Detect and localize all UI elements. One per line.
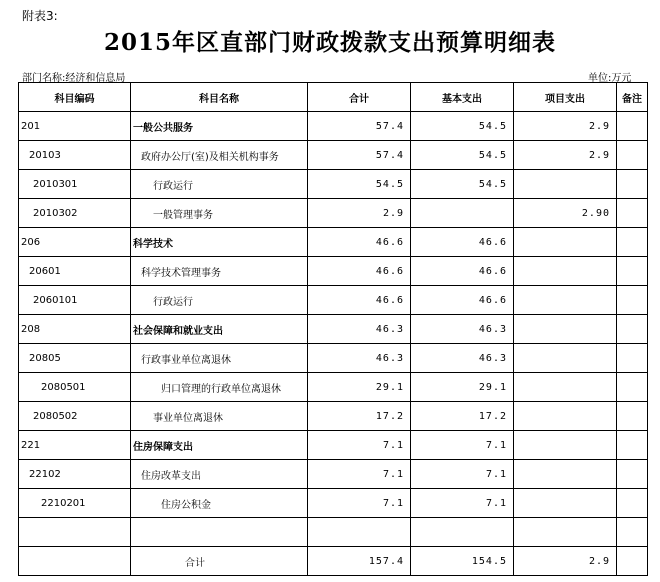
row-remarks	[617, 489, 648, 518]
row-code: 20103	[19, 141, 131, 170]
table-row	[19, 460, 648, 489]
row-code: 201	[19, 112, 131, 141]
total-project: 2.9	[514, 547, 617, 576]
table-row	[19, 489, 648, 518]
row-code: 22102	[19, 460, 131, 489]
table-row	[19, 257, 648, 286]
row-project	[514, 286, 617, 315]
table-row	[19, 286, 648, 315]
total-code-cell	[19, 547, 131, 576]
header-code: 科目编码	[19, 83, 131, 112]
row-code: 2010302	[19, 199, 131, 228]
row-name: 科学技术管理事务	[131, 257, 308, 286]
table-header-row	[19, 83, 648, 112]
row-project	[514, 170, 617, 199]
row-basic: 7.1	[411, 460, 514, 489]
row-name: 住房改革支出	[131, 460, 308, 489]
header-remarks: 备注	[617, 83, 648, 112]
header-name: 科目名称	[131, 83, 308, 112]
row-name: 一般公共服务	[131, 112, 308, 141]
row-project	[514, 431, 617, 460]
row-remarks	[617, 431, 648, 460]
row-project	[514, 344, 617, 373]
row-basic: 7.1	[411, 431, 514, 460]
row-name: 行政运行	[131, 170, 308, 199]
row-basic: 46.6	[411, 286, 514, 315]
row-total	[308, 518, 411, 547]
row-name: 一般管理事务	[131, 199, 308, 228]
table-row	[19, 344, 648, 373]
row-total: 17.2	[308, 402, 411, 431]
row-remarks	[617, 257, 648, 286]
row-name: 事业单位离退休	[131, 402, 308, 431]
total-label: 合计	[131, 547, 308, 576]
row-remarks	[617, 141, 648, 170]
row-project: 2.9	[514, 141, 617, 170]
row-remarks	[617, 373, 648, 402]
total-total: 157.4	[308, 547, 411, 576]
row-basic: 7.1	[411, 489, 514, 518]
department-name: 部门名称:经济和信息局	[22, 73, 126, 84]
total-basic: 154.5	[411, 547, 514, 576]
row-project: 2.9	[514, 112, 617, 141]
row-total: 7.1	[308, 489, 411, 518]
row-code: 2210201	[19, 489, 131, 518]
row-total: 46.6	[308, 257, 411, 286]
row-total: 46.3	[308, 315, 411, 344]
row-code: 2080502	[19, 402, 131, 431]
table-row	[19, 141, 648, 170]
table-row	[19, 228, 648, 257]
table-row	[19, 315, 648, 344]
table-row	[19, 431, 648, 460]
row-basic: 54.5	[411, 141, 514, 170]
row-project: 2.90	[514, 199, 617, 228]
row-basic: 17.2	[411, 402, 514, 431]
row-name	[131, 518, 308, 547]
header-project: 项目支出	[514, 83, 617, 112]
row-total: 57.4	[308, 141, 411, 170]
row-total: 46.6	[308, 228, 411, 257]
row-total: 7.1	[308, 431, 411, 460]
row-remarks	[617, 518, 648, 547]
page-title: 2015年区直部门财政拨款支出预算明细表	[103, 29, 556, 56]
row-name: 社会保障和就业支出	[131, 315, 308, 344]
row-remarks	[617, 199, 648, 228]
row-remarks	[617, 112, 648, 141]
header-basic: 基本支出	[411, 83, 514, 112]
row-remarks	[617, 402, 648, 431]
row-project	[514, 489, 617, 518]
total-remarks	[617, 547, 648, 576]
row-name: 科学技术	[131, 228, 308, 257]
row-project	[514, 460, 617, 489]
total-row	[19, 547, 648, 576]
attachment-label: 附表3:	[22, 9, 58, 23]
unit-label: 单位:万元	[588, 73, 632, 84]
row-project	[514, 518, 617, 547]
row-remarks	[617, 315, 648, 344]
row-remarks	[617, 228, 648, 257]
row-project	[514, 315, 617, 344]
row-basic: 46.3	[411, 344, 514, 373]
header-total: 合计	[308, 83, 411, 112]
row-project	[514, 228, 617, 257]
row-code: 206	[19, 228, 131, 257]
row-basic: 54.5	[411, 170, 514, 199]
row-total: 2.9	[308, 199, 411, 228]
row-basic: 29.1	[411, 373, 514, 402]
row-code: 2080501	[19, 373, 131, 402]
row-remarks	[617, 344, 648, 373]
row-total: 7.1	[308, 460, 411, 489]
row-total: 54.5	[308, 170, 411, 199]
table-row	[19, 373, 648, 402]
row-project	[514, 402, 617, 431]
row-basic: 46.3	[411, 315, 514, 344]
row-basic	[411, 518, 514, 547]
row-total: 29.1	[308, 373, 411, 402]
row-name: 政府办公厅(室)及相关机构事务	[131, 141, 308, 170]
row-remarks	[617, 286, 648, 315]
row-code: 221	[19, 431, 131, 460]
row-code: 2010301	[19, 170, 131, 199]
row-project	[514, 373, 617, 402]
row-name: 行政运行	[131, 286, 308, 315]
row-project	[514, 257, 617, 286]
budget-table	[18, 82, 648, 576]
row-name: 归口管理的行政单位离退休	[131, 373, 308, 402]
row-basic: 46.6	[411, 228, 514, 257]
row-remarks	[617, 460, 648, 489]
table-row	[19, 402, 648, 431]
table-row	[19, 170, 648, 199]
row-code: 20601	[19, 257, 131, 286]
row-name: 住房保障支出	[131, 431, 308, 460]
row-name: 住房公积金	[131, 489, 308, 518]
row-code: 208	[19, 315, 131, 344]
row-code: 20805	[19, 344, 131, 373]
row-name: 行政事业单位离退休	[131, 344, 308, 373]
row-total: 46.3	[308, 344, 411, 373]
row-code	[19, 518, 131, 547]
table-row	[19, 518, 648, 547]
row-basic	[411, 199, 514, 228]
table-row	[19, 112, 648, 141]
table-row	[19, 199, 648, 228]
row-basic: 46.6	[411, 257, 514, 286]
row-total: 57.4	[308, 112, 411, 141]
row-remarks	[617, 170, 648, 199]
row-basic: 54.5	[411, 112, 514, 141]
row-total: 46.6	[308, 286, 411, 315]
row-code: 2060101	[19, 286, 131, 315]
